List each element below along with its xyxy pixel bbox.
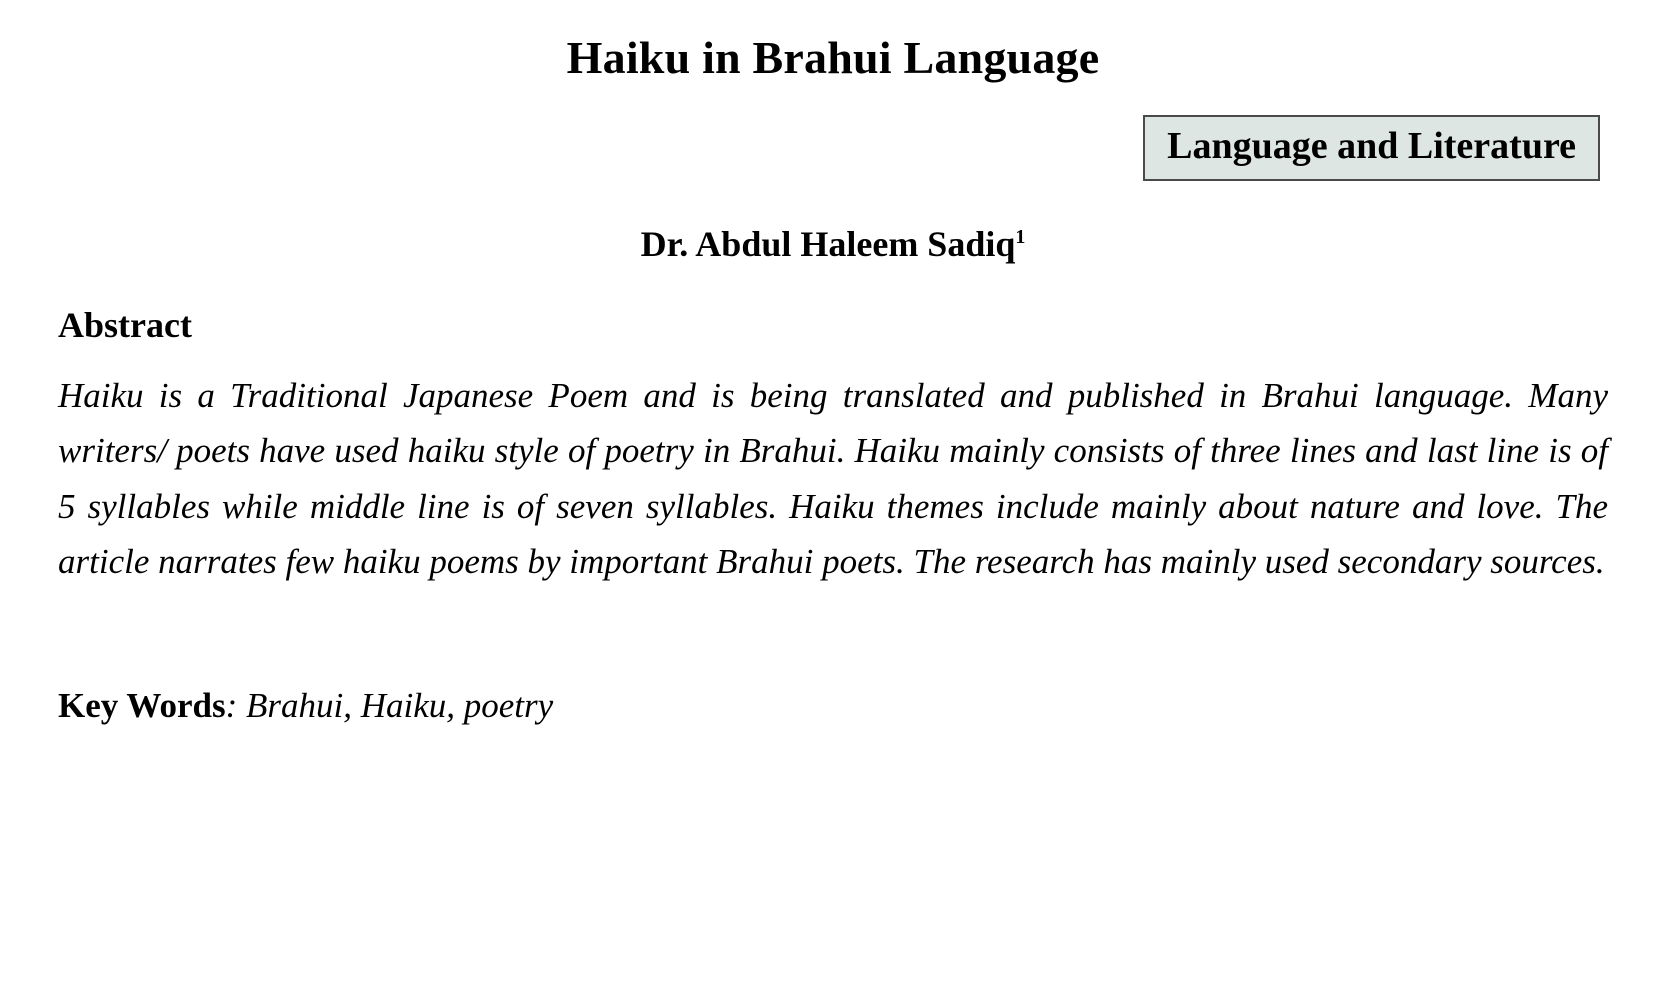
status-badge: Language and Literature — [1143, 115, 1600, 181]
author-line — [58, 223, 1608, 266]
category-row — [58, 115, 1608, 181]
abstract-text: Haiku is a Traditional Japanese Poem and is being translated and published in Brahui language. Many writers/ poets have used haiku style of poetry in Brahui. Haiku mainly consists of three lines and last line is of 5 syllables while middle line is of seven syllables. Haiku themes include mainly about nature and love. The article narrates few haiku poems by important Brahui poets. The research has mainly used secondary sources. — [58, 376, 1608, 581]
paper-page — [0, 30, 1666, 996]
keywords-line — [58, 681, 1608, 730]
author-footnote-marker: 1 — [1015, 225, 1026, 248]
abstract-heading: Abstract — [58, 305, 192, 346]
keywords-values: Brahui, Haiku, poetry — [245, 686, 554, 726]
keywords-label: Key Words — [58, 686, 226, 726]
author-name: Dr. Abdul Haleem Sadiq — [640, 223, 1016, 264]
keywords-separator: : — [225, 686, 246, 726]
page-title: Haiku in Brahui Language — [566, 32, 1100, 83]
